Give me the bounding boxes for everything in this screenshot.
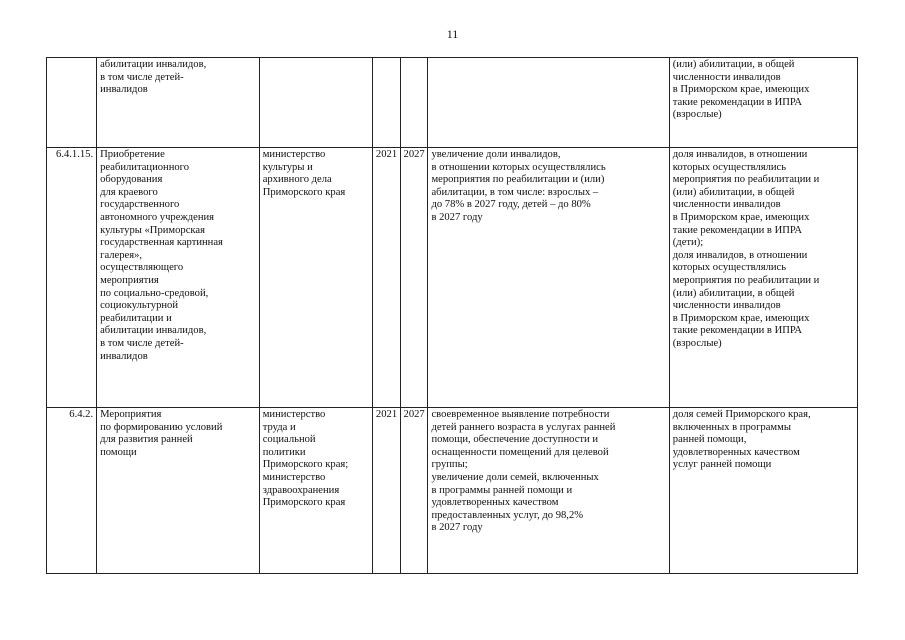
- year-end-cell: 2027: [400, 148, 428, 408]
- text-line: удовлетворенных качеством: [431, 497, 559, 509]
- text-line: государственная картинная: [100, 237, 223, 249]
- text-line: (или) абилитации, в общей: [672, 186, 795, 198]
- text-line: доля инвалидов, в отношении: [672, 149, 808, 160]
- text-line: в отношении которых осуществлялись: [431, 161, 606, 173]
- text-line: в 2027 году: [431, 211, 483, 223]
- text-line: социокультурной: [100, 300, 179, 312]
- text-line: Мероприятия: [100, 409, 162, 420]
- text-line: оборудования: [100, 174, 163, 186]
- year-start-cell: 2021: [373, 408, 401, 574]
- text-line: по социально-средовой,: [100, 287, 209, 299]
- text-line: такие рекомендации в ИПРА: [672, 325, 803, 337]
- text-line: Приморского края: [262, 497, 346, 509]
- text-line: которых осуществлялись: [672, 262, 787, 274]
- text-line: такие рекомендации в ИПРА: [672, 96, 803, 108]
- measure-name-cell: [97, 148, 260, 408]
- text-line: в программы ранней помощи и: [431, 484, 573, 496]
- indicator-cell: [669, 148, 857, 408]
- text-line: министерство: [262, 471, 326, 483]
- text-line: Приморского края;: [262, 459, 349, 471]
- measure-number-cell: 6.4.1.15.: [47, 148, 97, 408]
- text-line: осуществляющего: [100, 262, 184, 274]
- text-line: для краевого: [100, 186, 158, 198]
- text-line: (взрослые): [672, 109, 722, 121]
- text-line: помощи, обеспечение доступности и: [431, 434, 599, 446]
- text-line: (или) абилитации, в общей: [672, 287, 795, 299]
- text-line: доля инвалидов, в отношении: [672, 249, 808, 261]
- text-line: (или) абилитации, в общей: [672, 59, 795, 70]
- text-line: увеличение доли семей, включенных: [431, 471, 599, 483]
- table-row: [47, 58, 858, 148]
- text-line: детей раннего возраста в услугах ранней: [431, 421, 616, 433]
- text-line: удовлетворенных качеством: [672, 446, 800, 458]
- text-line: в Приморском крае, имеющих: [672, 211, 810, 223]
- text-line: культуры «Приморская: [100, 224, 205, 236]
- expected-result-cell: [428, 148, 669, 408]
- measures-table: [46, 57, 858, 574]
- text-line: мероприятия по реабилитации и: [672, 174, 820, 186]
- text-line: министерство: [262, 149, 326, 160]
- text-line: в том числе детей-: [100, 337, 184, 349]
- table-row: [47, 148, 858, 408]
- text-line: (взрослые): [672, 337, 722, 349]
- text-line: абилитации инвалидов,: [100, 325, 207, 337]
- year-start-cell: [373, 58, 401, 148]
- text-line: министерство: [262, 409, 326, 420]
- text-line: инвалидов: [100, 84, 148, 96]
- text-line: здравоохранения: [262, 484, 340, 496]
- text-line: такие рекомендации в ИПРА: [672, 224, 803, 236]
- text-line: труда и: [262, 421, 296, 433]
- text-line: в 2027 году: [431, 522, 483, 534]
- text-line: культуры и: [262, 161, 313, 173]
- text-line: инвалидов: [100, 350, 148, 362]
- year-end-cell: 2027: [400, 408, 428, 574]
- text-line: помощи: [100, 446, 137, 458]
- text-line: (дети);: [672, 237, 704, 249]
- text-line: Приобретение: [100, 149, 165, 160]
- measure-name-cell: [97, 58, 260, 148]
- text-line: включенных в программы: [672, 421, 791, 433]
- text-line: численности инвалидов: [672, 199, 781, 211]
- executor-cell: [259, 58, 373, 148]
- text-line: для развития ранней: [100, 434, 193, 446]
- text-line: Приморского края: [262, 186, 346, 198]
- indicator-cell: [669, 58, 857, 148]
- text-line: которых осуществлялись: [672, 161, 787, 173]
- text-line: в Приморском крае, имеющих: [672, 84, 810, 96]
- year-end-cell: [400, 58, 428, 148]
- text-line: в том числе детей-: [100, 71, 184, 83]
- text-line: мероприятия: [100, 274, 159, 286]
- text-line: до 78% в 2027 году, детей – до 80%: [431, 199, 591, 211]
- page-number: 11: [446, 27, 459, 41]
- text-line: ранней помощи,: [672, 434, 747, 446]
- measure-name-cell: [97, 408, 260, 574]
- text-line: галерея»,: [100, 249, 143, 261]
- indicator-cell: [669, 408, 857, 574]
- text-line: мероприятия по реабилитации и (или): [431, 174, 605, 186]
- text-line: численности инвалидов: [672, 300, 781, 312]
- executor-cell: [259, 408, 373, 574]
- text-line: архивного дела: [262, 174, 332, 186]
- year-start-cell: 2021: [373, 148, 401, 408]
- measure-number-cell: 6.4.2.: [47, 408, 97, 574]
- text-line: абилитации инвалидов,: [100, 59, 207, 70]
- text-line: услуг ранней помощи: [672, 459, 772, 471]
- text-line: реабилитационного: [100, 161, 190, 173]
- text-line: социальной: [262, 434, 316, 446]
- text-line: доля семей Приморского края,: [672, 409, 811, 420]
- text-line: численности инвалидов: [672, 71, 781, 83]
- text-line: группы;: [431, 459, 468, 471]
- executor-cell: [259, 148, 373, 408]
- text-line: предоставленных услуг, до 98,2%: [431, 509, 584, 521]
- text-line: увеличение доли инвалидов,: [431, 149, 561, 160]
- text-line: реабилитации и: [100, 312, 172, 324]
- expected-result-cell: [428, 58, 669, 148]
- text-line: своевременное выявление потребности: [431, 409, 610, 420]
- text-line: мероприятия по реабилитации и: [672, 274, 820, 286]
- text-line: государственного: [100, 199, 180, 211]
- table-row: [47, 408, 858, 574]
- text-line: абилитации, в том числе: взрослых –: [431, 186, 599, 198]
- text-line: политики: [262, 446, 306, 458]
- measure-number-cell: [47, 58, 97, 148]
- expected-result-cell: [428, 408, 669, 574]
- text-line: в Приморском крае, имеющих: [672, 312, 810, 324]
- text-line: автономного учреждения: [100, 211, 215, 223]
- text-line: по формированию условий: [100, 421, 223, 433]
- text-line: оснащенности помещений для целевой: [431, 446, 609, 458]
